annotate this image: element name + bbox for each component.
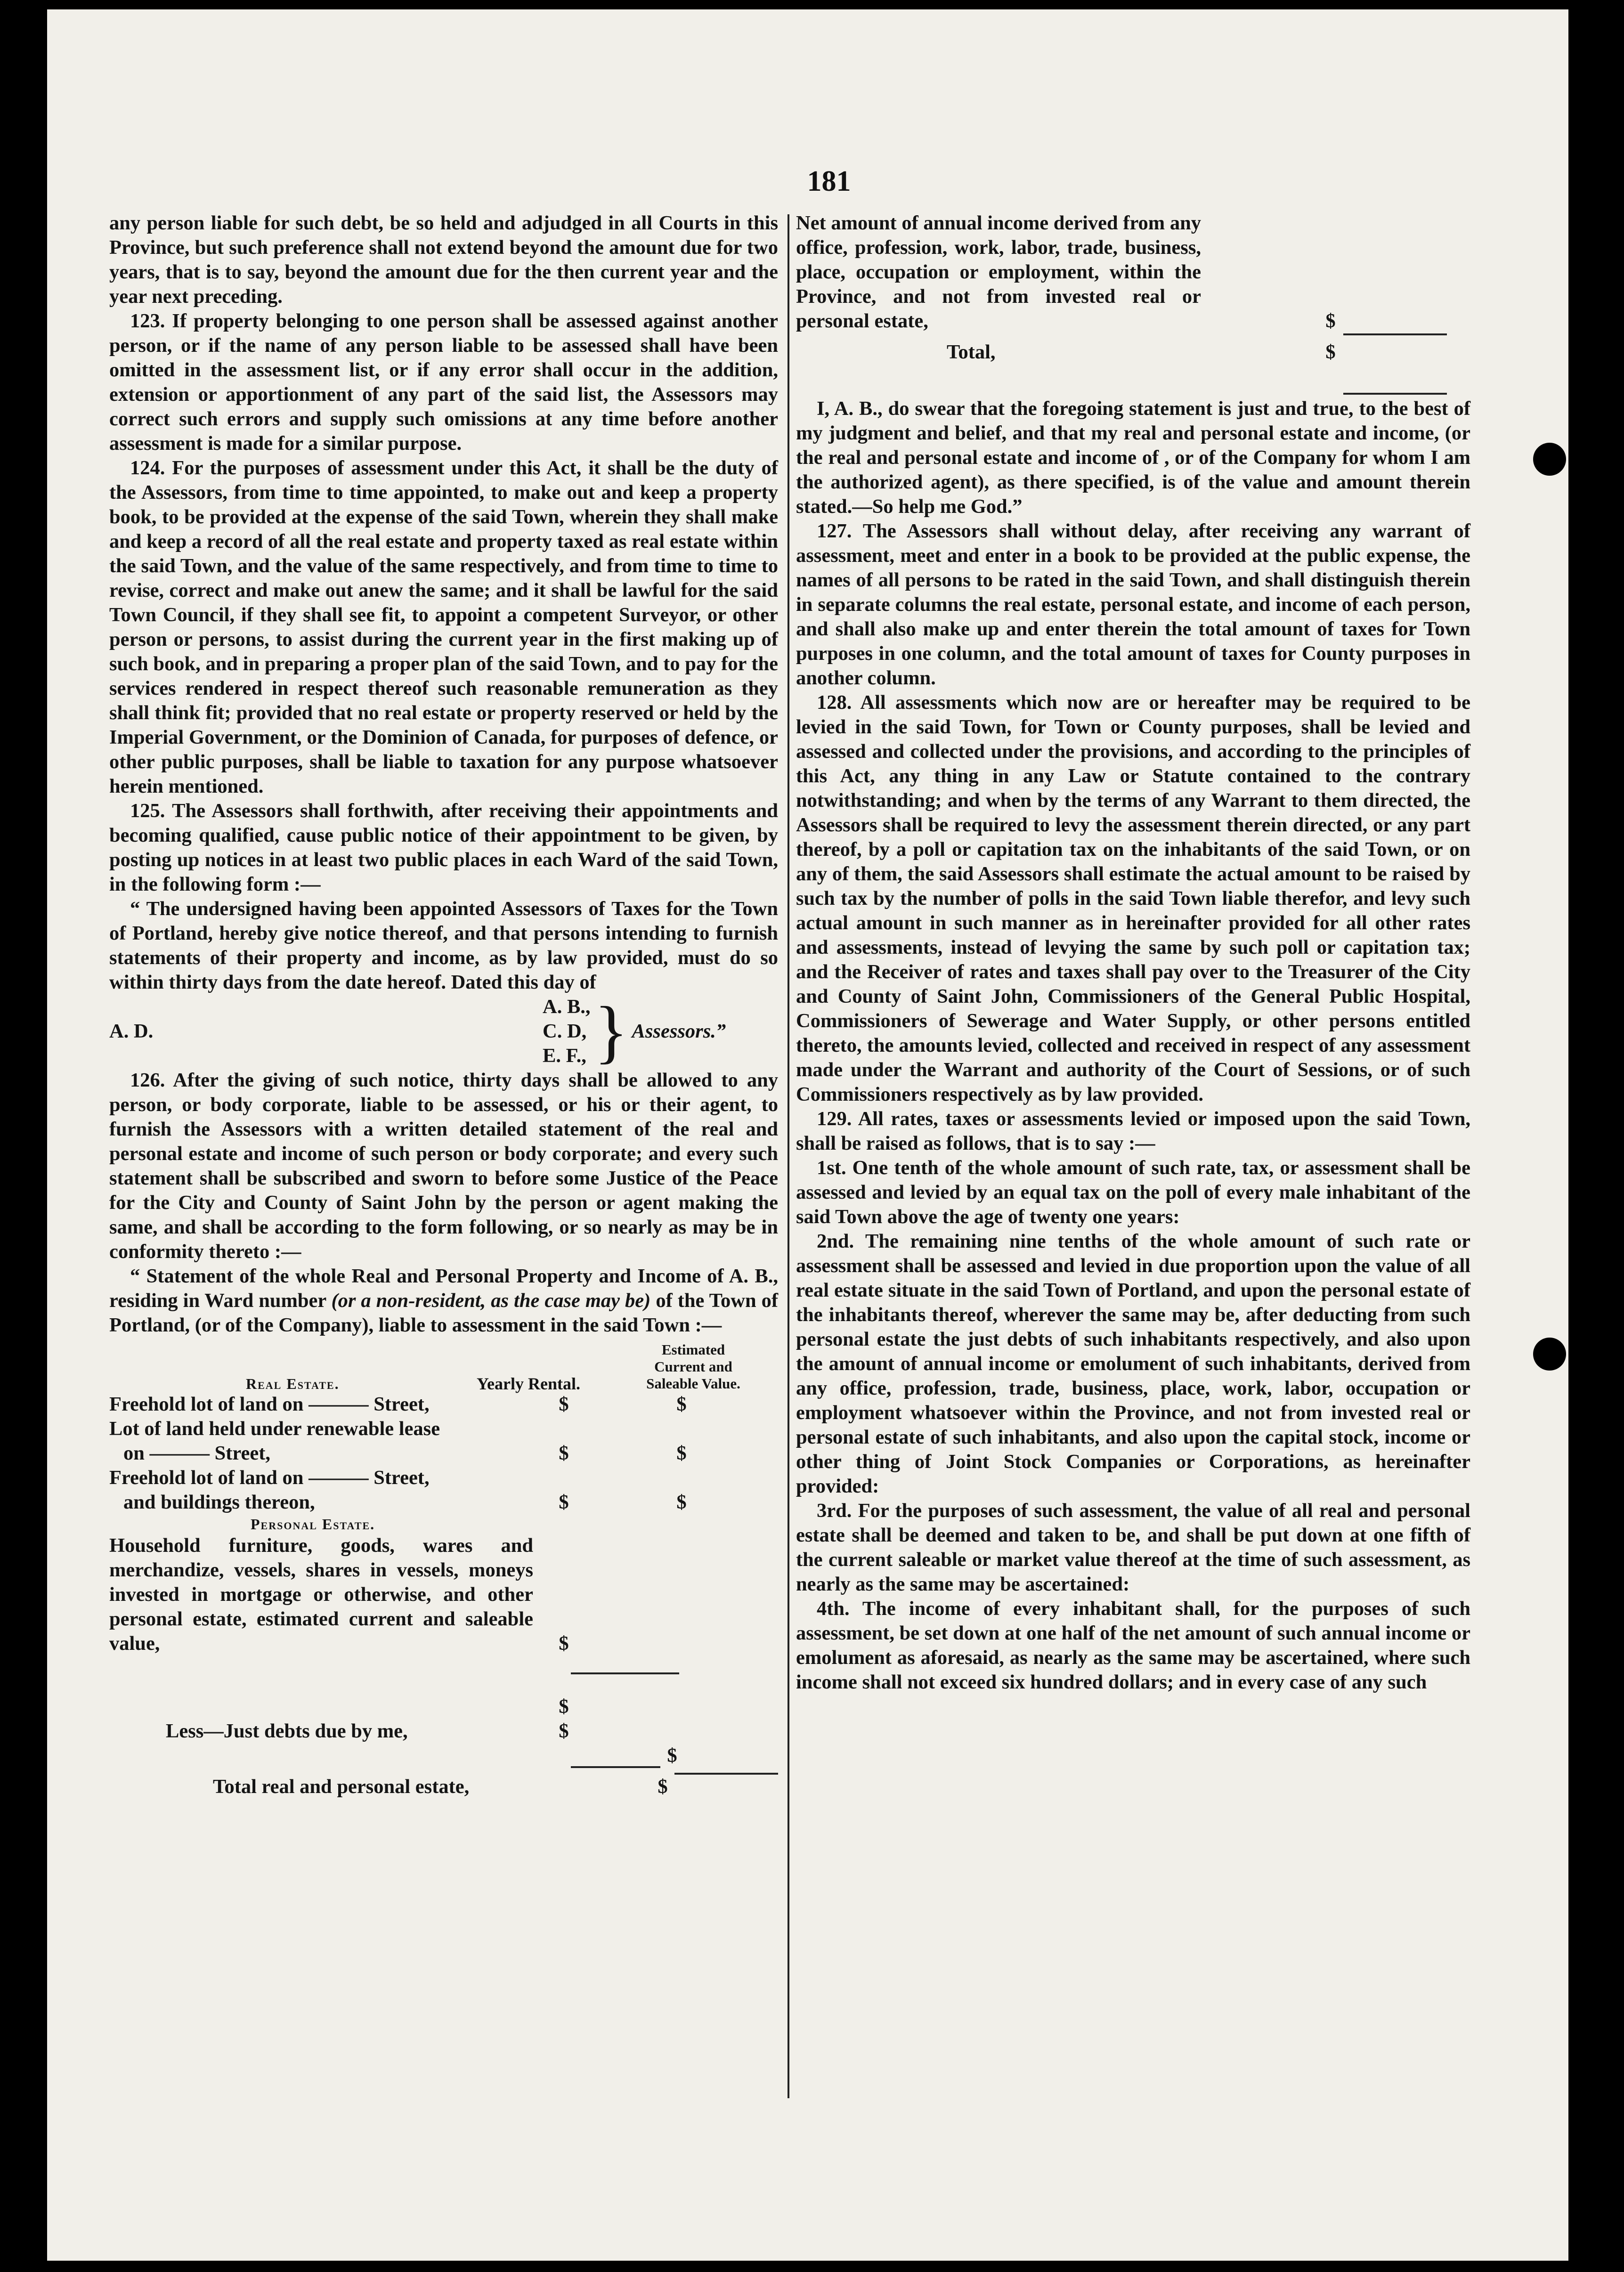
row-label: Household furniture, goods, wares and merchandize, vessels, shares in vessels, moneys invested in mortgage or otherwise, and other personal estate, estimated current and saleable value,	[109, 1534, 533, 1655]
header-personal-estate: Personal Estate.	[251, 1516, 375, 1533]
dollar-sign: $	[559, 1491, 569, 1513]
dollar-sign: $	[559, 1442, 569, 1464]
sum-rule	[1343, 333, 1447, 335]
table-row	[109, 1695, 778, 1719]
row-label: Freehold lot of land on ——— Street,	[109, 1467, 430, 1489]
table-row	[109, 1441, 778, 1466]
row-label: Total,	[947, 341, 996, 363]
scan-border-right	[1568, 0, 1624, 2272]
table-row	[796, 333, 1470, 335]
section-126: 126. After the giving of such notice, thirty days shall be allowed to any person, or body corporate, liable to be assessed, or his or their agent, to furnish the Assessors with a written detailed statement of the real and personal estate and income of such person or body corporate; and every such statement shall be subscribed and sworn to before some Justice of the Peace for the City and County of Saint John by the person or agent making the same, and shall be according to the form following, or so nearly as may be in conformity thereto :—	[109, 1069, 778, 1263]
signature-names	[543, 995, 591, 1068]
table-row	[109, 1744, 778, 1768]
row-label: Total real and personal estate,	[213, 1776, 470, 1798]
brace-icon: }	[594, 992, 628, 1071]
row-label: Freehold lot of land on ——— Street,	[109, 1393, 430, 1415]
table-row	[109, 1490, 778, 1515]
dollar-sign: $	[559, 1393, 569, 1415]
ink-blot-top	[1533, 443, 1566, 476]
section-128: 128. All assessments which now are or hereafter may be required to be levied in the said Town, for Town or County purposes, shall be levied and assessed and collected under the provisions, and according to the principles of this Act, any thing in any Law or Statute contained to the contrary notwithstanding; and when by the terms of any Warrant to them directed, the Assessors shall be required to levy the assessment therein directed, or any part thereof, by a poll or capitation tax on the inhabitants of the said Town, or on any of them, the said Assessors shall estimate the actual amount to be raised by such tax by the number of polls in the said Town liable therefor, and levy such actual amount in such manner as in hereinafter provided for all other rates and assessments, instead of levying the same by such poll or capitation tax; and the Receiver of rates and taxes shall pay over to the Treasurer of the City and County of Saint John, Commissioners of the General Public Hospital, Commissioners of Sewerage and Water Supply, or other persons entitled thereto, the amounts levied, collected and received in respect of any assessment made under the Warrant and authority of the Court of Sessions, or of such Commissioners respectively as by law provided.	[796, 691, 1470, 1105]
rule-third: 3rd. For the purposes of such assessment, the value of all real and personal estate shall be deemed and taken to be, and shall be put down at one fifth of the current saleable or market value thereof at the time of such assessment, as nearly as the same may be ascertained:	[796, 1500, 1470, 1595]
section-124: 124. For the purposes of assessment under this Act, it shall be the duty of the Assessors, from time to time appointed, to make out and keep a property book, to be provided at the expense of the said Town, wherein they shall make and keep a record of all the real estate and property taxed as real estate within the said Town, and the value of the same respectively, and from time to time to revise, correct and make out anew the same; and it shall be lawful for the said Town Council, if they shall see fit, to appoint a competent Surveyor, or other person or persons, to assist during the current year in the first making up of such book, and in preparing a proper plan of the said Town, and to pay for the services rendered in respect thereof such reasonable remuneration as they shall think fit; provided that no real estate or property reserved or held by the Imperial Government, or the Dominion of Canada, for purposes of defence, or other public purposes, shall be liable to taxation for any purpose whatsoever herein mentioned.	[109, 457, 778, 797]
oath: I, A. B., do swear that the foregoing statement is just and true, to the best of my judgment and belief, and that my real and personal estate and income, (or the real and personal estate and income of , or of the Company for whom I am the authorized agent), as there specified, is of the value and amount therein stated.—So help me God.”	[796, 398, 1470, 518]
section-129: 129. All rates, taxes or assessments levied or imposed upon the said Town, shall be raised as follows, that is to say :—	[796, 1108, 1470, 1154]
page-number: 181	[807, 165, 851, 197]
left-column	[109, 211, 778, 1799]
statement-part-b: (or a non-resident, as the case may be)	[331, 1290, 651, 1312]
section-127: 127. The Assessors shall without delay, after receiving any warrant of assessment, meet and enter in a book to be provided at the public expense, the names of all persons to be rated in the said Town, and shall distinguish therein in separate columns the real estate, personal estate, and income of each person, and shall also make up and enter therein the total amount of taxes for Town purposes in one column, and the total amount of taxes for County purposes in another column.	[796, 520, 1470, 689]
dollar-sign: $	[1325, 341, 1336, 363]
dollar-sign: $	[676, 1442, 687, 1464]
statement-part-a: “ Statement of the whole Real and Personal Property and Income of A. B., residing in Ward number	[109, 1265, 778, 1312]
sum-rule	[571, 1766, 660, 1768]
dollar-sign: $	[1325, 310, 1336, 332]
dollar-sign: $	[559, 1720, 569, 1742]
dollar-sign: $	[559, 1696, 569, 1718]
section-125: 125. The Assessors shall forthwith, after receiving their appointments and becoming qualified, cause public notice of their appointment to be given, by posting up notices in at least two public places in each Ward of the said Town, in the following form :—	[109, 800, 778, 895]
column-divider	[788, 214, 789, 2098]
notice-ad: A. D.	[109, 1020, 154, 1042]
notice-form: “ The undersigned having been appointed Assessors of Taxes for the Town of Portland, hereby give notice thereof, and that persons intending to furnish statements of their property and income, as by law provided, must do so within thirty days from the date hereof. Dated this day of	[109, 898, 778, 993]
header-estimated-3: Saleable Value.	[646, 1375, 740, 1392]
paragraph-continuation: any person liable for such debt, be so held and adjudged in all Courts in this Province, but such preference shall not extend beyond the amount due for two years, that is to say, beyond the amount due for the then current year and the year next preceding.	[109, 212, 778, 308]
header-estimated-2: Current and	[654, 1358, 732, 1375]
row-label: and buildings thereon,	[123, 1491, 315, 1513]
table-header	[109, 1341, 778, 1392]
dollar-sign: $	[658, 1776, 668, 1798]
statement-form	[109, 1264, 778, 1338]
sum-rule	[674, 1773, 778, 1775]
right-column	[796, 211, 1470, 1695]
dollar-sign: $	[676, 1491, 687, 1513]
header-estimated	[632, 1341, 755, 1392]
ink-blot-bottom	[1533, 1338, 1566, 1371]
dollar-sign: $	[559, 1632, 569, 1655]
assessors-label: Assessors.”	[632, 1020, 726, 1042]
table-row	[796, 211, 1470, 333]
header-estimated-1: Estimated	[661, 1341, 725, 1358]
notice-signatures	[109, 992, 778, 1071]
table-row	[796, 393, 1470, 395]
table-row	[109, 1775, 778, 1799]
table-row	[109, 1719, 778, 1744]
scan-edge-mark	[0, 301, 19, 349]
row-label: Less—Just debts due by me,	[166, 1720, 408, 1742]
header-yearly-rental: Yearly Rental.	[477, 1374, 580, 1393]
sum-rule	[1343, 393, 1447, 395]
dollar-sign: $	[676, 1393, 687, 1415]
table-row	[109, 1392, 778, 1417]
table-row	[109, 1534, 778, 1656]
signature-ab: A. B.,	[543, 996, 591, 1018]
sum-rule	[571, 1672, 679, 1674]
row-label: Lot of land held under renewable lease	[109, 1418, 440, 1440]
rule-fourth: 4th. The income of every inhabitant shall, for the purposes of such assessment, be set down at one half of the net amount of such annual income or emolument as aforesaid, as nearly as the same may be ascertained, where such income shall not exceed six hundred dollars; and in every case of any such	[796, 1598, 1470, 1693]
rule-first: 1st. One tenth of the whole amount of such rate, tax, or assessment shall be assessed and levied by an equal tax on the poll of every male inhabitant of the said Town above the age of twenty one years:	[796, 1157, 1470, 1228]
section-123: 123. If property belonging to one person shall be assessed against another person, or if the name of any person liable to be assessed shall have been omitted in the assessment list, or if any error shall occur in the addition, extension or apportionment of any part of the said list, the Assessors may correct such errors and supply such omissions at any time before another assessment is made for a similar purpose.	[109, 310, 778, 454]
signature-ef: E. F.,	[543, 1045, 586, 1067]
rule-second: 2nd. The remaining nine tenths of the whole amount of such rate or assessment shall be assessed and levied in due proportion upon the value of all real estate situate in the said Town of Portland, and upon the personal estate of the inhabitants thereof, wherever the same may be, after deducting from such personal estate the just debts of such inhabitants respectively, and also upon the amount of annual income or emolument of such inhabitants, derived from any office, profession, trade, business, place, work, labor, occupation or employment whatsoever within the Province, and not from invested real or personal estate of such inhabitants, and also upon the capital stock, income or other thing of Joint Stock Companies or Corporations, as hereinafter provided:	[796, 1230, 1470, 1497]
header-real-estate: Real Estate.	[246, 1375, 340, 1392]
table-row	[796, 340, 1470, 365]
statement-part-c: of the Town of Portland, (or of the Company), liable to assessment in the said Town :—	[109, 1290, 779, 1336]
row-label: on ——— Street,	[123, 1442, 271, 1464]
row-label: Net amount of annual income derived from any office, profession, work, labor, trade, business, place, occupation or employment, within the Province, and not from invested real or personal estate,	[796, 212, 1201, 332]
dollar-sign: $	[667, 1745, 677, 1767]
signature-cd: C. D,	[543, 1020, 587, 1042]
